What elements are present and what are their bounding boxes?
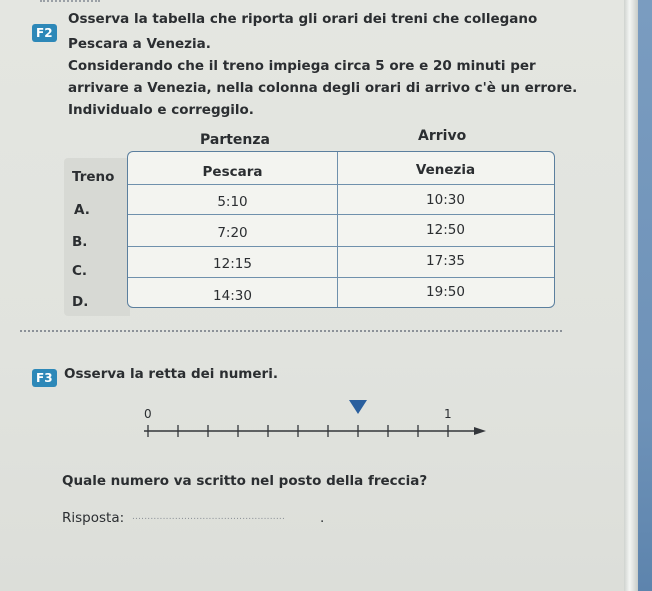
arrival-c: 17:35 xyxy=(426,253,465,269)
f2-text-line-4: arrivare a Venezia, nella colonna degli orari di arrivo c'è un errore. xyxy=(68,80,578,96)
answer-end: . xyxy=(320,510,325,526)
departure-a: 5:10 xyxy=(217,194,248,210)
arrival-a: 10:30 xyxy=(426,192,465,208)
row-label-a: A. xyxy=(74,202,90,218)
column-header-venezia: Venezia xyxy=(415,162,476,178)
top-dotted-line xyxy=(40,0,100,2)
row-divider xyxy=(128,184,554,185)
number-line-arrowhead xyxy=(474,427,486,435)
f2-text-line-5: Individualo e correggilo. xyxy=(68,102,254,118)
page-edge xyxy=(624,0,638,591)
departure-d: 14:30 xyxy=(213,288,252,304)
exercise-badge-f2: F2 xyxy=(32,24,57,42)
departure-b: 7:20 xyxy=(217,225,248,241)
row-divider xyxy=(128,246,554,247)
answer-blank[interactable]: .................................................. xyxy=(132,512,286,522)
arrival-b: 12:50 xyxy=(426,222,465,238)
arrival-d: 19:50 xyxy=(426,284,465,300)
arrow-marker-icon xyxy=(349,400,367,414)
row-divider xyxy=(128,277,554,278)
column-header-pescara: Pescara xyxy=(202,164,263,180)
section-separator xyxy=(20,330,562,332)
row-label-c: C. xyxy=(72,263,88,279)
exercise-badge-f3: F3 xyxy=(32,369,57,387)
number-line-end-label: 1 xyxy=(444,407,452,421)
answer-label: Risposta: xyxy=(62,510,125,526)
f3-question: Quale numero va scritto nel posto della freccia? xyxy=(62,473,428,489)
row-header-treno: Treno xyxy=(72,169,115,185)
header-partenza: Partenza xyxy=(200,132,270,148)
departure-c: 12:15 xyxy=(213,256,252,272)
row-divider xyxy=(128,214,554,215)
f2-text-line-1: Osserva la tabella che riporta gli orari dei treni che collegano xyxy=(68,11,538,27)
row-label-b: B. xyxy=(72,234,88,250)
f2-text-line-3: Considerando che il treno impiega circa 5 ore e 20 minuti per xyxy=(68,58,536,74)
next-page-edge xyxy=(638,0,652,591)
f2-text-line-2: Pescara a Venezia. xyxy=(68,36,211,52)
header-arrivo: Arrivo xyxy=(418,128,467,144)
number-line-start-label: 0 xyxy=(144,407,152,421)
number-line xyxy=(140,398,500,448)
f3-title: Osserva la retta dei numeri. xyxy=(64,366,278,382)
timetable xyxy=(127,151,555,308)
row-label-d: D. xyxy=(72,294,89,310)
